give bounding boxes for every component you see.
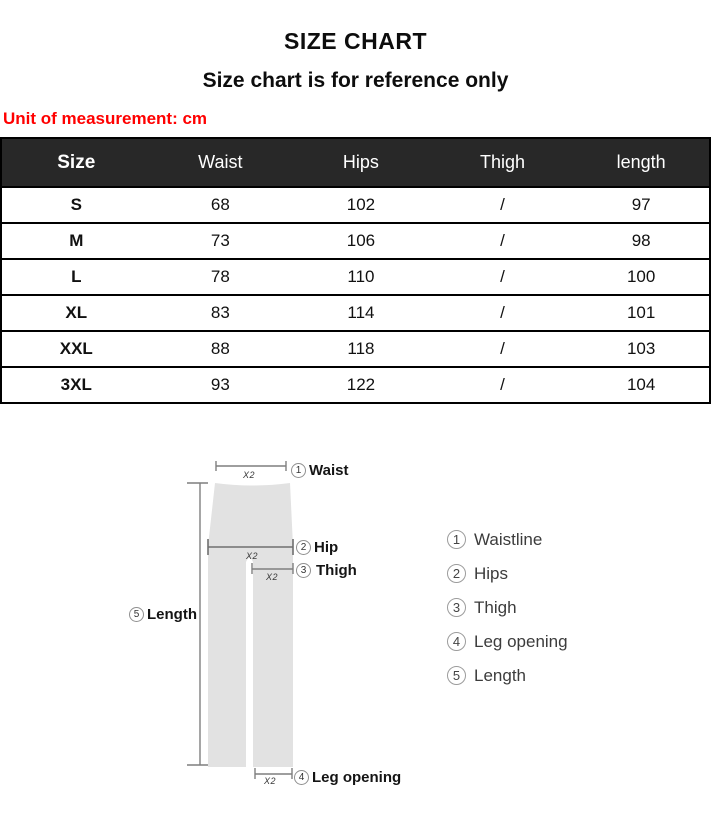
cell-waist: 73 — [151, 223, 291, 259]
cell-size: M — [1, 223, 151, 259]
cell-length: 103 — [573, 331, 710, 367]
waist-callout — [291, 462, 348, 479]
cell-size: XXL — [1, 331, 151, 367]
legend-item-leg-opening — [447, 632, 568, 651]
cell-thigh: / — [432, 367, 574, 403]
length-callout-text: Length — [147, 606, 197, 623]
legend-item-label: Hips — [474, 563, 509, 583]
size-table — [0, 137, 711, 404]
legend-item-length — [447, 666, 568, 685]
legend-item-hips — [447, 564, 568, 583]
circled-number-5-icon: 5 — [129, 607, 144, 622]
table-row — [1, 367, 710, 403]
pants-silhouette-drawing — [0, 450, 711, 815]
leg-opening-multiplier-label: X2 — [263, 776, 276, 786]
cell-thigh: / — [432, 331, 574, 367]
cell-thigh: / — [432, 295, 574, 331]
thigh-callout-text: Thigh — [316, 562, 357, 579]
cell-length: 98 — [573, 223, 710, 259]
table-row — [1, 187, 710, 223]
pants-measurement-diagram — [0, 450, 711, 815]
cell-hips: 122 — [290, 367, 432, 403]
circled-number-4-icon: 4 — [447, 632, 466, 651]
circled-number-1-icon: 1 — [447, 530, 466, 549]
thigh-multiplier-label: X2 — [265, 572, 278, 582]
cell-size: 3XL — [1, 367, 151, 403]
circled-number-4-icon: 4 — [294, 770, 309, 785]
cell-waist: 83 — [151, 295, 291, 331]
cell-length: 97 — [573, 187, 710, 223]
waist-callout-text: Waist — [309, 462, 349, 479]
cell-waist: 78 — [151, 259, 291, 295]
table-row — [1, 223, 710, 259]
legend-item-label: Waistline — [474, 529, 543, 549]
circled-number-5-icon: 5 — [447, 666, 466, 685]
length-callout — [0, 606, 197, 623]
leg-opening-callout-text: Leg opening — [312, 769, 402, 786]
legend-item-waistline — [447, 530, 568, 549]
cell-hips: 106 — [290, 223, 432, 259]
column-header-hips: Hips — [290, 138, 432, 187]
column-header-size: Size — [1, 138, 151, 187]
unit-of-measurement-note: Unit of measurement: cm — [3, 109, 208, 128]
pants-shape — [208, 483, 293, 767]
cell-thigh: / — [432, 259, 574, 295]
waist-multiplier-label: X2 — [242, 470, 255, 480]
circled-number-2-icon: 2 — [296, 540, 311, 555]
length-measure-line — [187, 483, 208, 765]
thigh-callout — [296, 562, 357, 579]
hip-callout — [296, 539, 338, 556]
cell-hips: 114 — [290, 295, 432, 331]
legend-item-label: Thigh — [474, 597, 517, 617]
cell-waist: 88 — [151, 331, 291, 367]
page-title: SIZE CHART — [284, 28, 427, 54]
cell-size: S — [1, 187, 151, 223]
column-header-length: length — [573, 138, 710, 187]
legend-item-thigh — [447, 598, 568, 617]
cell-size: XL — [1, 295, 151, 331]
circled-number-2-icon: 2 — [447, 564, 466, 583]
hip-callout-text: Hip — [314, 539, 339, 556]
page-subtitle: Size chart is for reference only — [202, 69, 509, 92]
cell-length: 100 — [573, 259, 710, 295]
legend-item-label: Length — [474, 665, 526, 685]
cell-length: 101 — [573, 295, 710, 331]
circled-number-1-icon: 1 — [291, 463, 306, 478]
cell-thigh: / — [432, 187, 574, 223]
column-header-thigh: Thigh — [432, 138, 574, 187]
cell-hips: 110 — [290, 259, 432, 295]
cell-length: 104 — [573, 367, 710, 403]
table-row — [1, 331, 710, 367]
measurement-legend — [447, 530, 568, 700]
leg-opening-callout — [294, 769, 401, 786]
cell-thigh: / — [432, 223, 574, 259]
circled-number-3-icon: 3 — [447, 598, 466, 617]
hip-multiplier-label: X2 — [245, 551, 258, 561]
table-row — [1, 259, 710, 295]
legend-item-label: Leg opening — [474, 631, 568, 651]
circled-number-3-icon: 3 — [296, 563, 311, 578]
cell-waist: 68 — [151, 187, 291, 223]
cell-size: L — [1, 259, 151, 295]
cell-hips: 118 — [290, 331, 432, 367]
size-table-header-row — [1, 138, 710, 187]
cell-waist: 93 — [151, 367, 291, 403]
column-header-waist: Waist — [151, 138, 291, 187]
cell-hips: 102 — [290, 187, 432, 223]
table-row — [1, 295, 710, 331]
